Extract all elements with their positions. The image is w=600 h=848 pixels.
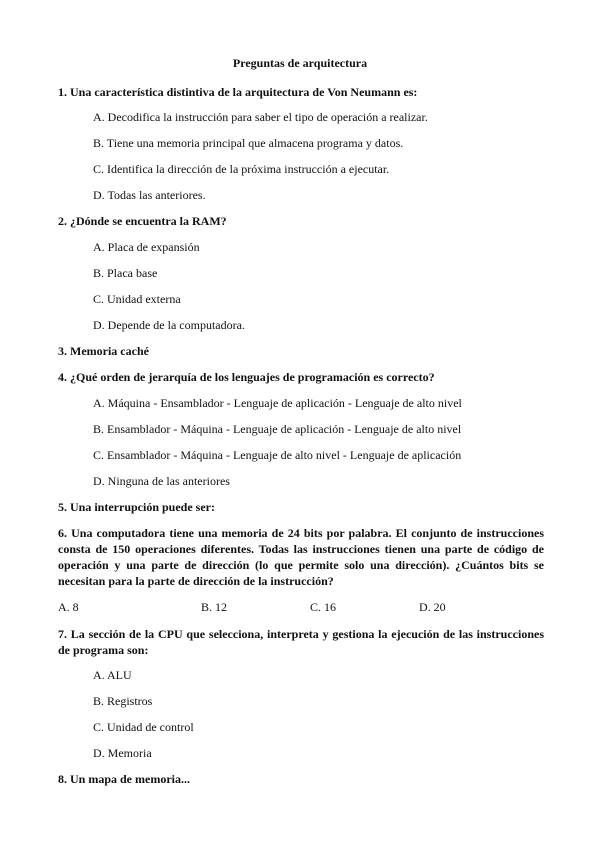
question-2-option-b: B. Placa base [93, 266, 158, 280]
question-2: 2. ¿Dónde se encuentra la RAM? [58, 214, 227, 228]
question-1: 1. Una característica distintiva de la arquitectura de Von Neumann es: [58, 85, 418, 99]
question-6-option-d: D. 20 [419, 600, 446, 614]
question-4-option-b: B. Ensamblador - Máquina - Lenguaje de aplicación - Lenguaje de alto nivel [93, 422, 462, 436]
question-1-option-d: D. Todas las anteriores. [93, 188, 206, 202]
question-1-option-c: C. Identifica la dirección de la próxima instrucción a ejecutar. [93, 162, 390, 176]
question-7-option-c: C. Unidad de control [93, 720, 194, 734]
question-6-option-a: A. 8 [58, 600, 79, 614]
question-7: 7. La sección de la CPU que selecciona, interpreta y gestiona la ejecución de las instrucciones de programa son: [58, 627, 544, 657]
question-1-option-b: B. Tiene una memoria principal que almacena programa y datos. [93, 136, 404, 150]
question-5: 5. Una interrupción puede ser: [58, 500, 215, 514]
question-6-option-b: B. 12 [201, 600, 228, 614]
question-4-option-c: C. Ensamblador - Máquina - Lenguaje de alto nivel - Lenguaje de aplicación [93, 448, 462, 462]
question-7-option-b: B. Registros [93, 694, 153, 708]
question-2-option-d: D. Depende de la computadora. [93, 318, 245, 332]
question-2-option-a: A. Placa de expansión [93, 240, 200, 254]
question-4-option-d: D. Ninguna de las anteriores [93, 474, 230, 488]
question-7-option-d: D. Memoria [93, 746, 152, 760]
question-6-option-c: C. 16 [310, 600, 337, 614]
question-2-option-c: C. Unidad externa [93, 292, 181, 306]
question-8: 8. Un mapa de memoria... [58, 772, 190, 786]
page-title: Preguntas de arquitectura [232, 56, 368, 70]
question-1-option-a: A. Decodifica la instrucción para saber el tipo de operación a realizar. [93, 110, 428, 124]
question-4-option-a: A. Máquina - Ensamblador - Lenguaje de aplicación - Lenguaje de alto nivel [93, 396, 462, 410]
question-3: 3. Memoria caché [58, 344, 149, 358]
question-4: 4. ¿Qué orden de jerarquía de los lenguajes de programación es correcto? [58, 370, 435, 384]
question-7-option-a: A. ALU [93, 668, 132, 682]
question-6: 6. Una computadora tiene una memoria de 24 bits por palabra. El conjunto de instrucciones consta de 150 operaciones diferentes. Todas las instrucciones tienen una parte de código de operación y una parte de dirección (lo que permite solo una dirección). ¿Cuántos bits se necesitan para la parte de dirección de la instrucción? [58, 526, 544, 588]
